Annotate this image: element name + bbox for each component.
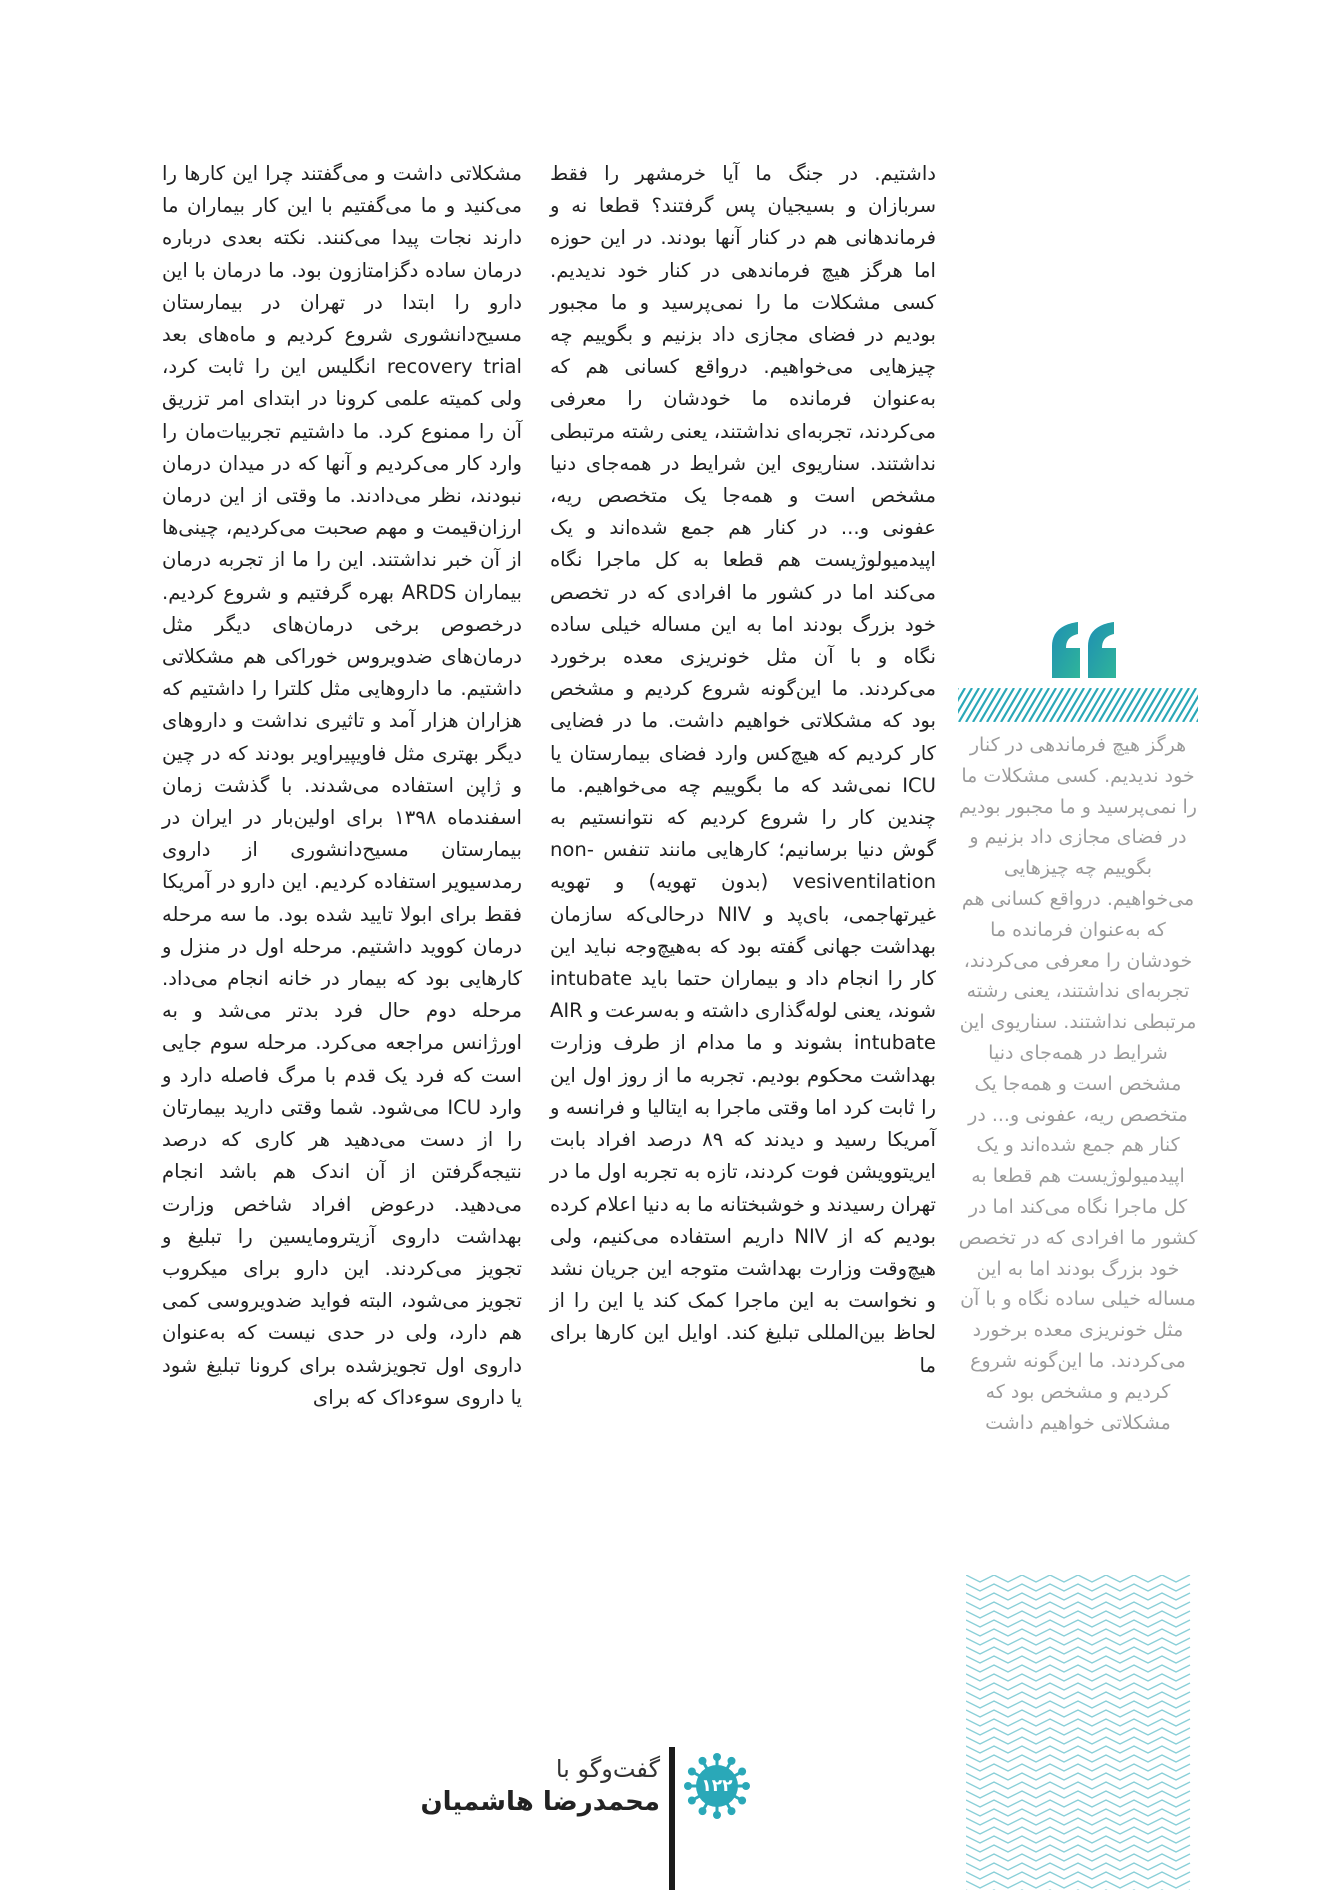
interviewee-name: محمدرضا هاشمیان	[420, 1787, 660, 1817]
article-column-right	[550, 158, 936, 1382]
double-quote-icon	[1048, 620, 1120, 680]
decorative-stripes	[958, 688, 1198, 722]
decorative-zigzag-pattern	[966, 1575, 1198, 1890]
page-number: ۱۲۲	[701, 1776, 733, 1796]
footer-divider	[669, 1747, 675, 1890]
article-column-left	[162, 158, 522, 1414]
article-text: مشکلاتی داشت و می‌گفتند چرا این کارها را می‌کنید و ما می‌گفتیم با این کار بیماران ما دارند نجات پیدا می‌کنند. نکته بعدی درباره درمان ساده دگزامتازون بود. ما درمان با این دارو را ابتدا در تهران در بیمارستان مسیح‌دانشوری شروع کردیم و ماه‌های بعد recovery trial انگلیس این را ثابت کرد، ولی کمیته علمی کرونا در ابتدای امر تزریق آن را ممنوع کرد. ما داشتیم تجربیات‌مان را وارد کار می‌کردیم و آنها که در میدان درمان نبودند، نظر می‌دادند. ما وقتی از این درمان ارزان‌قیمت و مهم صحبت می‌کردیم، چینی‌ها از آن خبر نداشتند. این را ما از تجربه درمان بیماران ARDS بهره گرفتیم و شروع کردیم. درخصوص برخی درمان‌های دیگر مثل درمان‌های ضدویروس خوراکی هم مشکلاتی داشتیم. ما داروهایی مثل کلترا را داشتیم که هزاران هزار آمد و تاثیری نداشت و داروهای دیگر بهتری مثل فاویپیراویر بودند که در چین و ژاپن استفاده می‌شدند. با گذشت زمان اسفندماه ۱۳۹۸ برای اولین‌بار در ایران در بیمارستان مسیح‌دانشوری از داروی رمدسیویر استفاده کردیم. این دارو در آمریکا فقط برای ابولا تایید شده بود. ما سه مرحله درمان کووید داشتیم. مرحله اول در منزل و کارهایی بود که بیمار در خانه انجام می‌داد. مرحله دوم حال فرد بدتر می‌شد و به اورژانس مراجعه می‌کرد. مرحله سوم جایی است که فرد یک قدم با مرگ فاصله دارد و وارد ICU می‌شود. شما وقتی دارید بیمارتان را از دست می‌دهید هر کاری که درصد نتیجه‌گرفتن از آن اندک هم باشد انجام می‌دهید. درعوض افراد شاخص وزارت بهداشت داروی آزیترومایسین را تبلیغ و تجویز می‌کردند. این دارو برای میکروب تجویز می‌شود، البته فواید ضدویروسی کمی هم دارد، ولی در حدی نیست که به‌عنوان داروی اول تجویزشده برای کرونا تبلیغ شود یا داروی سوءداک که برای	[162, 162, 522, 1409]
pull-quote	[958, 730, 1198, 1438]
article-text: داشتیم. در جنگ ما آیا خرمشهر را فقط سربازان و بسیجیان پس گرفتند؟ قطعا نه و فرماندهانی هم در کنار آنها بودند. در این حوزه اما هرگز هیچ فرماندهی در کنار خود ندیدیم. کسی مشکلات ما را نمی‌پرسید و ما مجبور بودیم در فضای مجازی داد بزنیم و بگوییم چه چیزهایی می‌خواهیم. درواقع کسانی هم که به‌عنوان فرمانده ما خودشان را معرفی می‌کردند، تجربه‌ای نداشتند، یعنی رشته مرتبطی نداشتند. سناریوی این شرایط در همه‌جای دنیا مشخص است و همه‌جا یک متخصص ریه، عفونی و... در کنار هم جمع شده‌اند و یک اپیدمیولوژیست هم قطعا به کل ماجرا نگاه می‌کند اما در کشور ما افرادی که در تخصص خود بزرگ بودند اما به این مساله خیلی ساده نگاه و با آن مثل خونریزی معده برخورد می‌کردند. ما این‌گونه شروع کردیم و مشخص بود که مشکلاتی خواهیم داشت. ما در فضایی کار کردیم که هیچ‌کس وارد فضای بیمارستان یا ICU نمی‌شد که ما بگوییم چه می‌خواهیم. ما چندین کار را شروع کردیم که نتوانستیم به گوش دنیا برسانیم؛ کارهایی مانند تنفس non-vesiventilation (بدون تهویه) و تهویه غیرتهاجمی، بای‌پد و NIV درحالی‌که سازمان بهداشت جهانی گفته بود که به‌هیچ‌وجه نباید این کار را انجام داد و بیماران حتما باید intubate شوند، یعنی لوله‌گذاری داشته و به‌سرعت و AIR intubate بشوند و ما مدام از طرف وزارت بهداشت محکوم بودیم. تجربه ما از روز اول این را ثابت کرد اما وقتی ماجرا به ایتالیا و فرانسه و آمریکا رسید و دیدند که ۸۹ درصد افراد بابت ایریتوویشن فوت کردند، تازه به تجربه اول ما در تهران رسیدند و خوشبختانه ما به دنیا اعلام کرده بودیم که از NIV داریم استفاده می‌کنیم، ولی هیچ‌وقت وزارت بهداشت متوجه این جریان نشد و نخواست به این ماجرا کمک کند یا این را از لحاظ بین‌المللی تبلیغ کند. اوایل این کارها برای ما	[550, 162, 937, 1377]
section-label: گفت‌وگو با	[555, 1755, 660, 1783]
pull-quote-text: هرگز هیچ فرماندهی در کنار خود ندیدیم. کسی مشکلات ما را نمی‌پرسید و ما مجبور بودیم در فضای مجازی داد بزنیم و بگوییم چه چیزهایی می‌خواهیم. درواقع کسانی هم که به‌عنوان فرمانده ما خودشان را معرفی می‌کردند، تجربه‌ای نداشتند، یعنی رشته مرتبطی نداشتند. سناریوی این شرایط در همه‌جای دنیا مشخص است و همه‌جا یک متخصص ریه، عفونی و... در کنار هم جمع شده‌اند و یک اپیدمیولوژیست هم قطعا به کل ماجرا نگاه می‌کند اما در کشور ما افرادی که در تخصص خود بزرگ بودند اما به این مساله خیلی ساده نگاه و با آن مثل خونریزی معده برخورد می‌کردند. ما این‌گونه شروع کردیم و مشخص بود که مشکلاتی خواهیم داشت	[958, 734, 1198, 1434]
